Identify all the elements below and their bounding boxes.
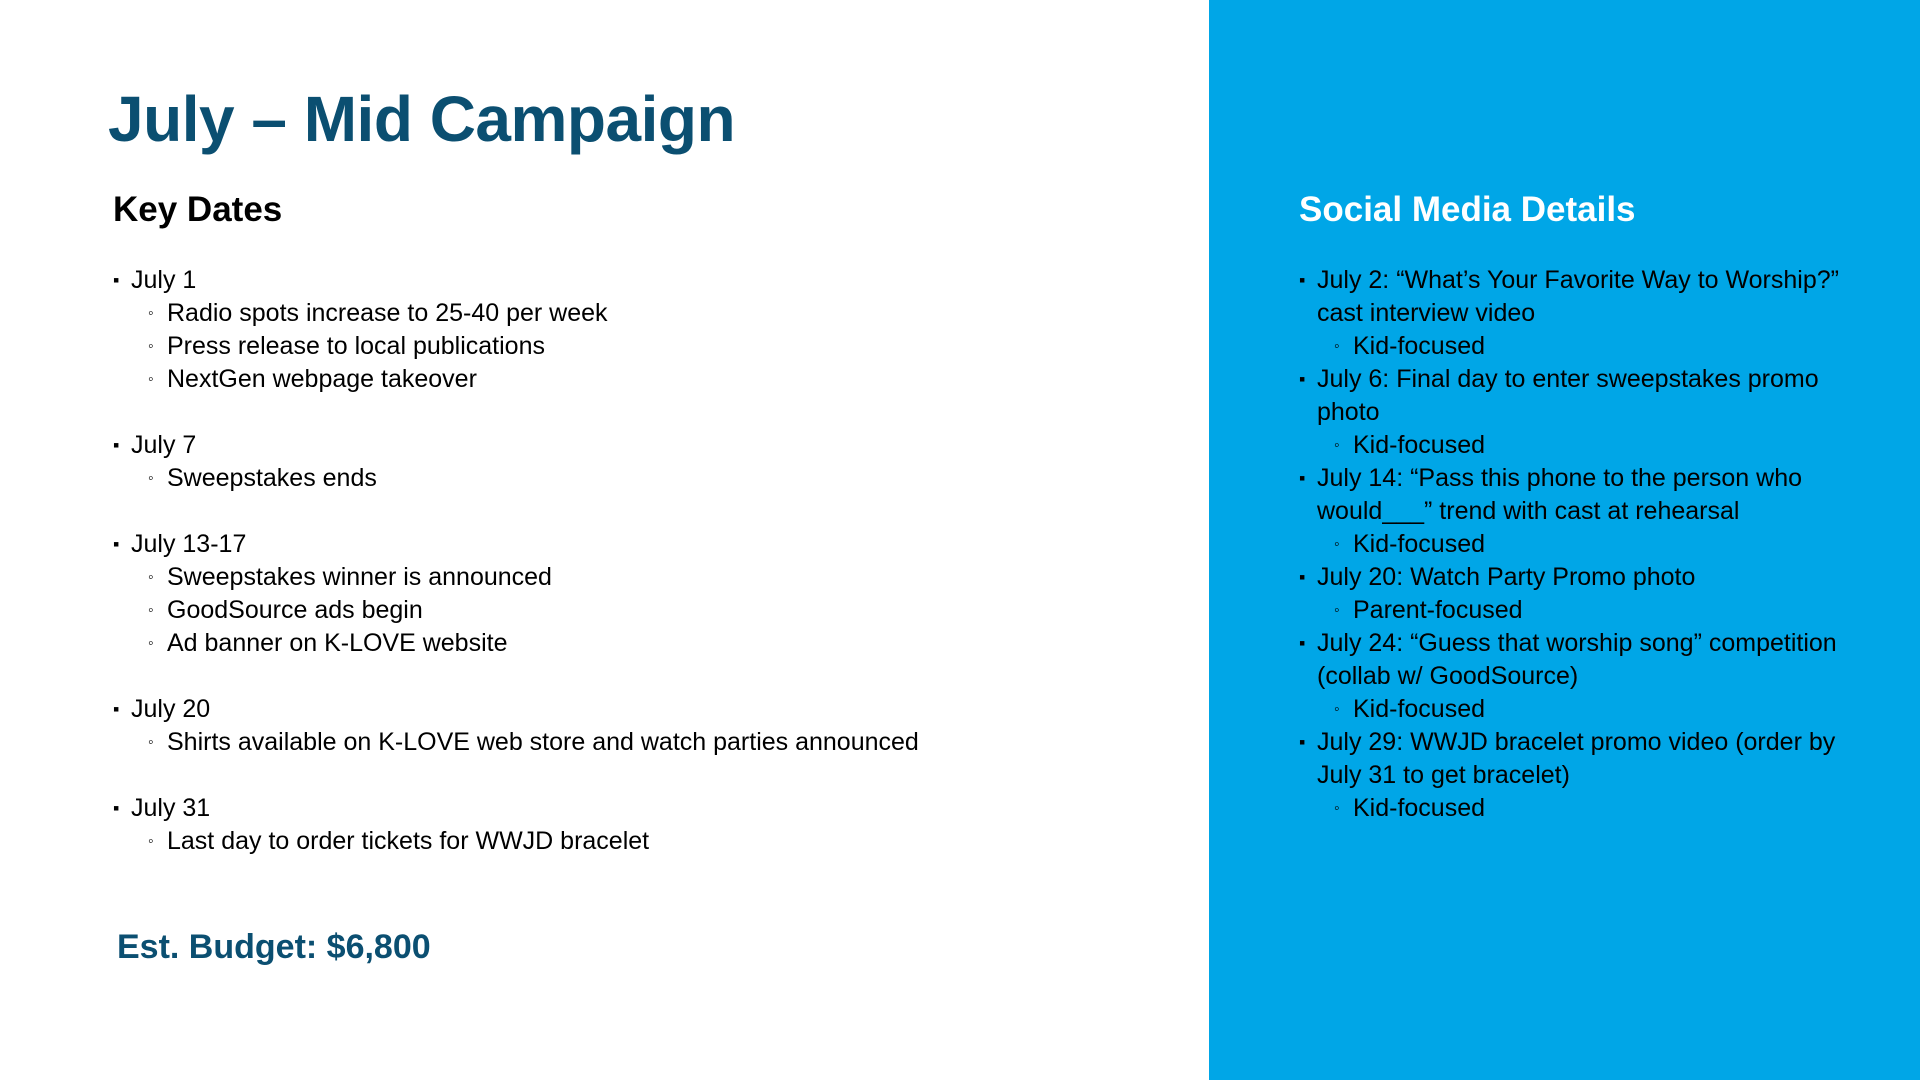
key-date-detail-text: Press release to local publications: [167, 332, 545, 360]
key-dates-heading: Key Dates: [113, 190, 283, 229]
audience-tag: [1317, 594, 1859, 627]
social-media-item-text: July 14: “Pass this phone to the person who would___” trend with cast at rehearsal: [1317, 464, 1803, 525]
key-date-detail-text: Shirts available on K-LOVE web store and watch parties announced: [167, 728, 919, 756]
social-media-item-text: July 24: “Guess that worship song” competition (collab w/ GoodSource): [1317, 629, 1837, 690]
circle-bullet-icon: ◦: [1334, 536, 1340, 553]
social-media-item-text: July 6: Final day to enter sweepstakes promo photo: [1317, 365, 1819, 426]
circle-bullet-icon: ◦: [1334, 437, 1340, 454]
square-bullet-icon: ▪: [1299, 369, 1306, 389]
social-media-audience-list: [1317, 693, 1859, 726]
circle-bullet-icon: ◦: [148, 635, 154, 652]
key-date-details: [131, 726, 1173, 759]
audience-text: Kid-focused: [1353, 431, 1486, 459]
key-date-label: July 1: [131, 266, 197, 294]
circle-bullet-icon: ◦: [148, 338, 154, 355]
circle-bullet-icon: ◦: [148, 734, 154, 751]
square-bullet-icon: ▪: [1299, 732, 1306, 752]
key-date-detail: [131, 297, 1173, 330]
key-date-detail: [131, 627, 1173, 660]
page-title: July – Mid Campaign: [108, 83, 736, 155]
key-date-detail: [131, 825, 1173, 858]
key-date-item: [113, 429, 1173, 495]
key-date-detail: [131, 330, 1173, 363]
square-bullet-icon: ▪: [1299, 468, 1306, 488]
social-media-item: [1299, 462, 1859, 561]
audience-text: Kid-focused: [1353, 530, 1486, 558]
social-media-heading: Social Media Details: [1299, 190, 1636, 229]
social-media-item-text: July 29: WWJD bracelet promo video (order by July 31 to get bracelet): [1317, 728, 1836, 789]
social-media-item: [1299, 627, 1859, 726]
key-date-details: [131, 462, 1173, 495]
circle-bullet-icon: ◦: [148, 305, 154, 322]
audience-tag: [1317, 693, 1859, 726]
key-date-detail: [131, 561, 1173, 594]
key-date-details: [131, 825, 1173, 858]
key-date-item: [113, 264, 1173, 396]
audience-text: Kid-focused: [1353, 695, 1486, 723]
key-date-item: [113, 792, 1173, 858]
estimated-budget: Est. Budget: $6,800: [117, 928, 431, 966]
circle-bullet-icon: ◦: [148, 371, 154, 388]
social-media-list: [1299, 264, 1859, 825]
square-bullet-icon: ▪: [113, 435, 120, 455]
key-date-detail-text: Last day to order tickets for WWJD bracelet: [167, 827, 650, 855]
audience-text: Kid-focused: [1353, 332, 1486, 360]
key-date-label: July 7: [131, 431, 197, 459]
key-date-detail-text: GoodSource ads begin: [167, 596, 423, 624]
key-date-detail: [131, 726, 1173, 759]
key-date-label: July 13-17: [131, 530, 247, 558]
audience-tag: [1317, 792, 1859, 825]
social-media-audience-list: [1317, 594, 1859, 627]
social-media-item: [1299, 561, 1859, 627]
circle-bullet-icon: ◦: [148, 602, 154, 619]
circle-bullet-icon: ◦: [1334, 602, 1340, 619]
social-media-item-text: July 20: Watch Party Promo photo: [1317, 563, 1696, 591]
circle-bullet-icon: ◦: [1334, 338, 1340, 355]
square-bullet-icon: ▪: [1299, 270, 1306, 290]
key-date-detail: [131, 462, 1173, 495]
social-media-item: [1299, 363, 1859, 462]
square-bullet-icon: ▪: [1299, 567, 1306, 587]
square-bullet-icon: ▪: [113, 270, 120, 290]
key-date-detail-text: Sweepstakes winner is announced: [167, 563, 552, 591]
social-media-audience-list: [1317, 792, 1859, 825]
audience-tag: [1317, 330, 1859, 363]
social-media-audience-list: [1317, 528, 1859, 561]
key-date-details: [131, 561, 1173, 660]
key-date-detail-text: Radio spots increase to 25-40 per week: [167, 299, 608, 327]
square-bullet-icon: ▪: [113, 534, 120, 554]
key-date-detail-text: Ad banner on K-LOVE website: [167, 629, 508, 657]
key-date-details: [131, 297, 1173, 396]
key-date-label: July 20: [131, 695, 211, 723]
key-date-item: [113, 693, 1173, 759]
audience-text: Parent-focused: [1353, 596, 1523, 624]
circle-bullet-icon: ◦: [1334, 701, 1340, 718]
key-date-item: [113, 528, 1173, 660]
key-date-label: July 31: [131, 794, 211, 822]
key-date-detail-text: Sweepstakes ends: [167, 464, 377, 492]
key-dates-list: [113, 264, 1173, 891]
social-media-audience-list: [1317, 330, 1859, 363]
key-date-detail: [131, 363, 1173, 396]
circle-bullet-icon: ◦: [148, 470, 154, 487]
square-bullet-icon: ▪: [113, 798, 120, 818]
audience-tag: [1317, 528, 1859, 561]
social-media-item: [1299, 264, 1859, 363]
social-media-item-text: July 2: “What’s Your Favorite Way to Worship?” cast interview video: [1317, 266, 1839, 327]
social-media-audience-list: [1317, 429, 1859, 462]
circle-bullet-icon: ◦: [148, 569, 154, 586]
square-bullet-icon: ▪: [1299, 633, 1306, 653]
social-media-item: [1299, 726, 1859, 825]
circle-bullet-icon: ◦: [148, 833, 154, 850]
audience-tag: [1317, 429, 1859, 462]
audience-text: Kid-focused: [1353, 794, 1486, 822]
square-bullet-icon: ▪: [113, 699, 120, 719]
circle-bullet-icon: ◦: [1334, 800, 1340, 817]
key-date-detail: [131, 594, 1173, 627]
key-date-detail-text: NextGen webpage takeover: [167, 365, 477, 393]
